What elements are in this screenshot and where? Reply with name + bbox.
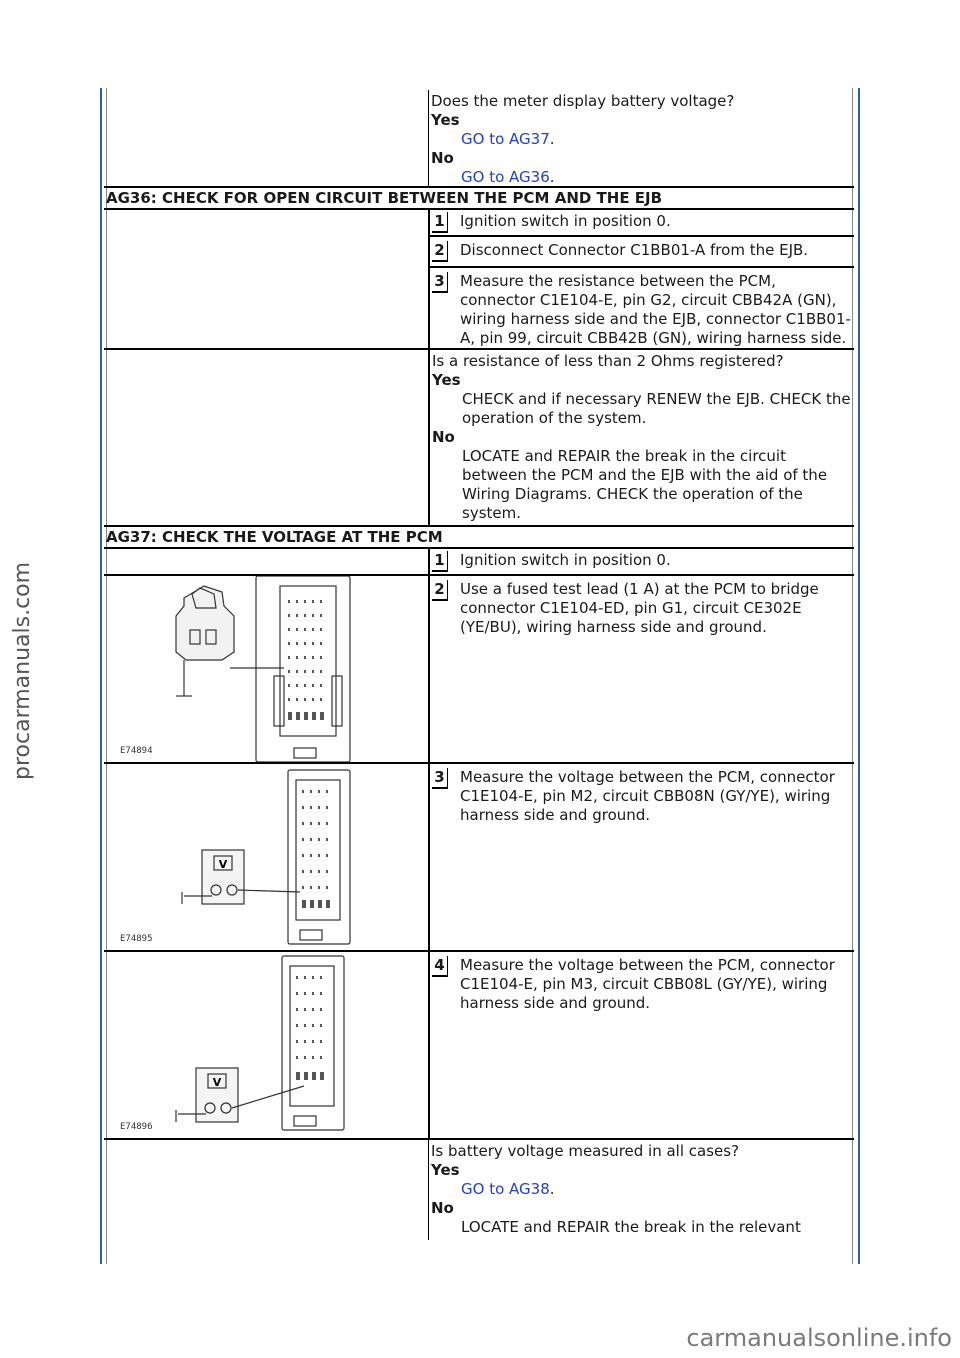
figure-e74895: V E74895 [104, 764, 430, 950]
procedure-table [104, 90, 854, 1240]
ag37-result-row: Is battery voltage measured in all cases? Yes GO to AG38. No LOCATE and REPAIR the break in the relevant [104, 1140, 854, 1240]
ag36-step-1: 1 Ignition switch in position 0. [430, 210, 854, 237]
goto-ag36-link[interactable]: GO to AG36 [461, 168, 550, 186]
figure-e74896: V E74896 [104, 952, 430, 1138]
ag37-step-1-row: 1 Ignition switch in position 0. [104, 549, 854, 576]
ag36-steps-row [104, 210, 854, 350]
goto-ag38-link[interactable]: GO to AG38 [461, 1180, 550, 1198]
page-rule-right [858, 88, 860, 1264]
connector-pin-grid [296, 976, 324, 1080]
section-header-ag37: AG37: CHECK THE VOLTAGE AT THE PCM [104, 527, 854, 549]
bridge-connector-diagram [104, 576, 426, 762]
connector-pin-grid [302, 790, 330, 908]
connector-pin-grid [288, 600, 324, 720]
section-header-ag36: AG36: CHECK FOR OPEN CIRCUIT BETWEEN THE PCM AND THE EJB [104, 188, 854, 210]
voltmeter-connector-diagram [104, 764, 426, 950]
ag37-step-2-row: E74894 2 Use a fused test lead (1 A) at the PCM to bridge connector C1E104-ED, pin G1, circuit CE302E (YE/BU), wiring harness side and ground. [104, 576, 854, 764]
page-rule-left [100, 88, 102, 1264]
ag37-step-4-row: V E74896 4 Measure the voltage between the PCM, connector C1E104-E, pin M3, circuit CBB08L (GY/YE), wiring harness side and ground. [104, 952, 854, 1140]
ag37-step-3-row: V E74895 3 Measure the voltage between the PCM, connector C1E104-E, pin M2, circuit CBB08N (GY/YE), wiring harness side and ground. [104, 764, 854, 952]
top-result-row: Does the meter display battery voltage? Yes GO to AG37. No GO to AG36. [104, 90, 854, 188]
voltmeter-connector-diagram [104, 952, 426, 1138]
ag36-step-2: 2 Disconnect Connector C1BB01-A from the EJB. [430, 237, 854, 268]
question-text: Does the meter display battery voltage? [431, 92, 735, 110]
svg-text:V: V [218, 858, 228, 871]
ag36-result-row: Is a resistance of less than 2 Ohms registered? Yes CHECK and if necessary RENEW the EJB. CHECK the operation of the system. No LOCATE and REPAIR the break in the circuit between the PCM and the EJB with the aid of the Wiring Diagrams. CHECK the operation of the system. [104, 350, 854, 527]
goto-ag37-link[interactable]: GO to AG37 [461, 130, 550, 148]
figure-e74894: E74894 [104, 576, 430, 762]
yes-label: Yes [431, 111, 460, 129]
svg-text:V: V [212, 1076, 222, 1089]
ag36-step-3: 3 Measure the resistance between the PCM, connector C1E104-E, pin G2, circuit CBB42A (GN), wiring harness side and the EJB, connector C1BB01-A, pin 99, circuit CBB42B (GN), wiring harness side. [430, 268, 854, 348]
side-watermark: procarmanuals.com [10, 561, 35, 780]
no-label: No [431, 149, 454, 167]
bottom-watermark: carmanualsonline.info [686, 1324, 952, 1352]
